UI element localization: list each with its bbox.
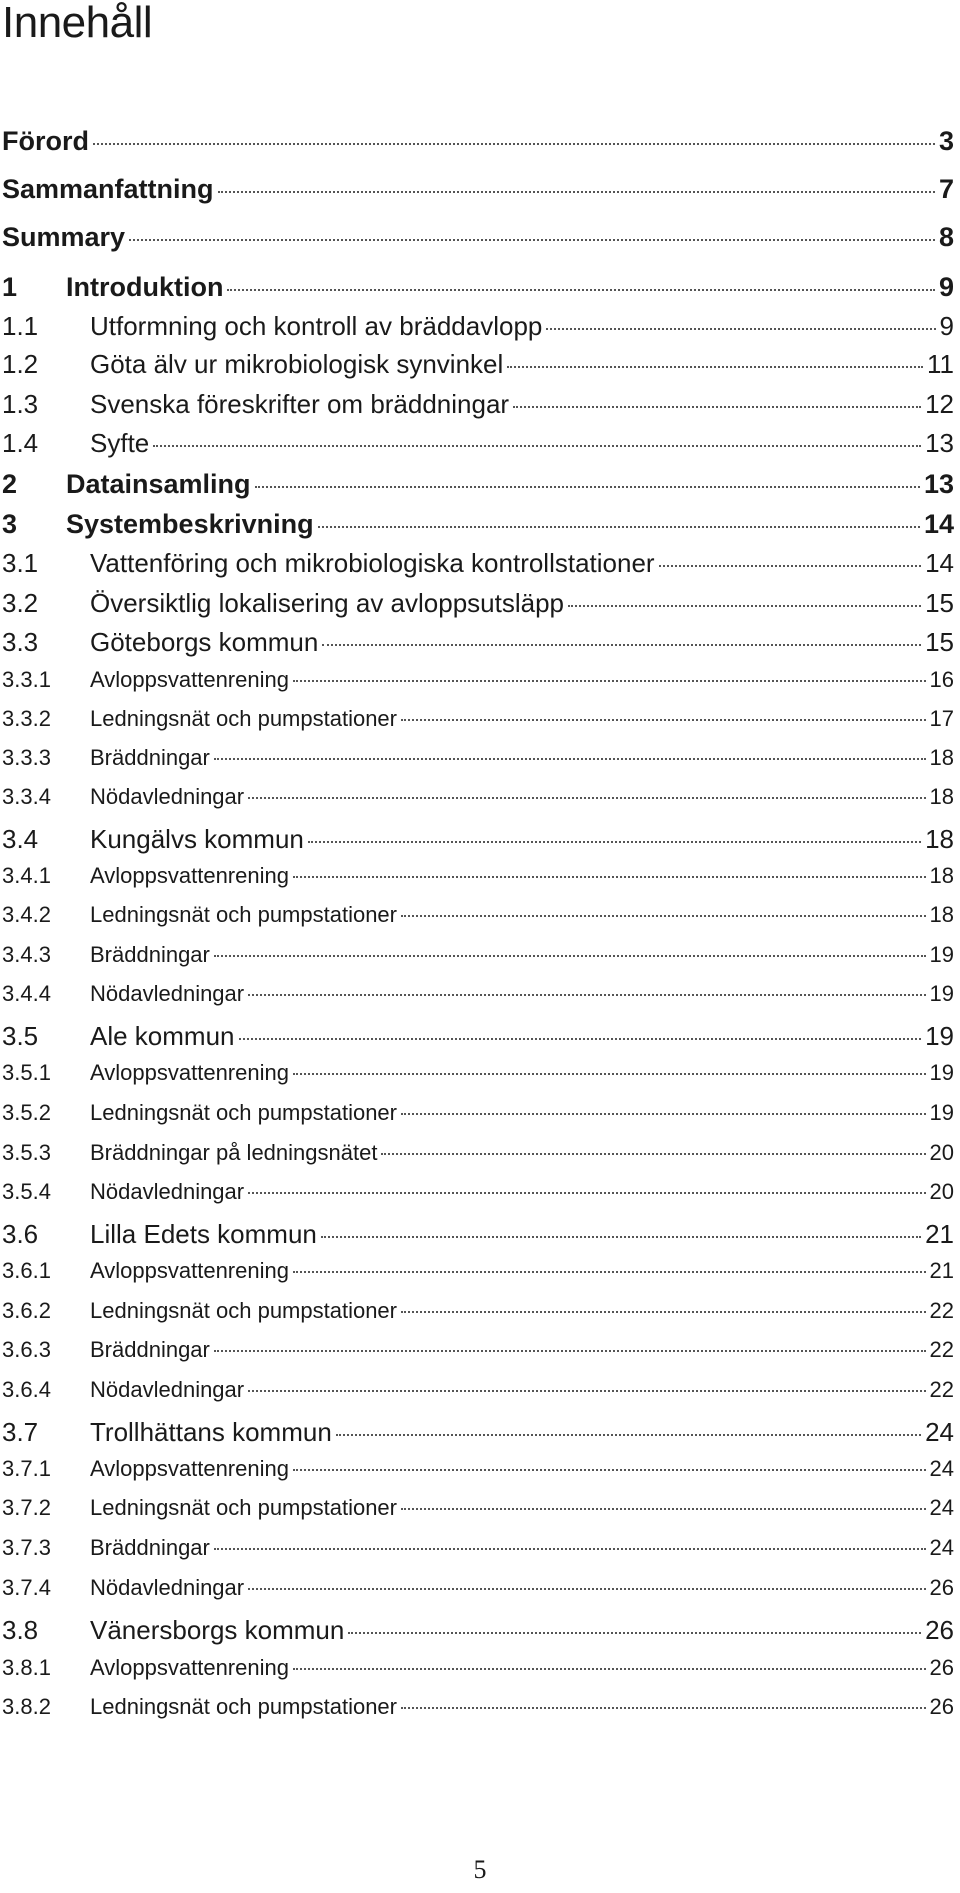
toc-entry-title: Översiktlig lokalisering av avloppsutsläpp	[90, 588, 565, 618]
toc-entry-number: 1.4	[2, 428, 39, 458]
toc-entry-number: 1.3	[2, 389, 39, 419]
dot-leader	[513, 406, 921, 408]
dot-leader	[214, 955, 926, 957]
toc-entry[interactable]	[2, 627, 954, 658]
toc-entry-number: 3.4.4	[2, 981, 51, 1006]
toc-entry-page: 19	[929, 981, 954, 1006]
dot-leader	[401, 1508, 926, 1510]
toc-entry-page: 24	[925, 1417, 954, 1447]
toc-entry-page: 13	[923, 469, 954, 499]
toc-entry-page: 8	[938, 222, 954, 252]
toc-entry[interactable]	[2, 548, 954, 579]
toc-entry-page: 24	[929, 1456, 954, 1481]
dot-leader	[401, 1113, 926, 1115]
toc-entry-page: 13	[925, 428, 954, 458]
toc-entry[interactable]	[2, 706, 954, 732]
toc-entry-title: Sammanfattning	[2, 174, 214, 204]
page-number: 5	[473, 1855, 487, 1884]
toc-entry[interactable]	[2, 1258, 954, 1284]
toc-entry-number: 3.4.2	[2, 902, 51, 927]
toc-entry-number: 1.2	[2, 349, 39, 379]
dot-leader	[293, 680, 926, 682]
toc-entry[interactable]	[2, 1100, 954, 1126]
toc-entry[interactable]	[2, 1298, 954, 1324]
toc-entry-number: 3.8	[2, 1615, 39, 1645]
toc-entry[interactable]	[2, 784, 954, 810]
toc-entry-title: Nödavledningar	[90, 1377, 245, 1402]
toc-entry[interactable]	[2, 1179, 954, 1205]
toc-entry-title: Ledningsnät och pumpstationer	[90, 1298, 397, 1323]
dot-leader	[93, 143, 935, 145]
toc-entry-title: Ledningsnät och pumpstationer	[90, 902, 397, 927]
toc-entry-number: 3.6	[2, 1219, 39, 1249]
toc-entry[interactable]	[2, 349, 954, 380]
toc-entry-title: Syfte	[90, 428, 150, 458]
dot-leader	[293, 1271, 926, 1273]
toc-entry-title: Avloppsvattenrening	[90, 1456, 289, 1481]
toc-entry-title: Förord	[2, 126, 89, 156]
dot-leader	[227, 289, 935, 291]
toc-entry-page: 7	[938, 174, 954, 204]
toc-entry-title: Ledningsnät och pumpstationer	[90, 706, 397, 731]
dot-leader	[248, 797, 925, 799]
toc-entry-page: 20	[929, 1179, 954, 1204]
toc-entry-number: 3.6.3	[2, 1337, 51, 1362]
toc-entry[interactable]	[2, 1417, 954, 1448]
dot-leader	[322, 644, 921, 646]
toc-entry-title: Kungälvs kommun	[90, 824, 304, 854]
toc-entry-number: 3.6.2	[2, 1298, 51, 1323]
dot-leader	[401, 1311, 926, 1313]
dot-leader	[507, 366, 923, 368]
toc-entry[interactable]	[2, 311, 954, 342]
toc-entry-number: 3.5.3	[2, 1140, 51, 1165]
dot-leader	[381, 1153, 925, 1155]
toc-entry-number: 3.3.4	[2, 784, 51, 809]
toc-entry-page: 12	[925, 389, 954, 419]
toc-entry-number: 3	[2, 509, 18, 539]
dot-leader	[255, 486, 920, 488]
toc-entry[interactable]	[2, 745, 954, 771]
toc-entry-page: 18	[929, 863, 954, 888]
dot-leader	[214, 1548, 926, 1550]
toc-entry[interactable]	[2, 1060, 954, 1086]
toc-entry-page: 18	[925, 824, 954, 854]
page-title: Innehåll	[2, 0, 153, 47]
toc-entry-number: 1	[2, 272, 18, 302]
toc-entry[interactable]	[2, 863, 954, 889]
toc-entry-title: Vattenföring och mikrobiologiska kontrollstationer	[90, 548, 655, 578]
toc-entry-title: Utformning och kontroll av bräddavlopp	[90, 311, 543, 341]
toc-entry-page: 9	[939, 311, 954, 341]
toc-entry-page: 20	[929, 1140, 954, 1165]
toc-entry-number: 3.7	[2, 1417, 39, 1447]
toc-entry-page: 26	[929, 1655, 954, 1680]
toc-entry[interactable]	[2, 1021, 954, 1052]
toc-entry[interactable]	[2, 1575, 954, 1601]
toc-entry[interactable]	[2, 824, 954, 855]
toc-entry-page: 24	[929, 1535, 954, 1560]
toc-entry-number: 3.5.1	[2, 1060, 51, 1085]
toc-entry-number: 2	[2, 469, 18, 499]
toc-entry[interactable]	[2, 1655, 954, 1681]
toc-entry[interactable]	[2, 1495, 954, 1521]
toc-entry-page: 17	[929, 706, 954, 731]
toc-entry-number: 3.5	[2, 1021, 39, 1051]
toc-entry-page: 18	[929, 902, 954, 927]
toc-entry-number: 3.5.4	[2, 1179, 51, 1204]
toc-entry-page: 21	[925, 1219, 954, 1249]
toc-entry[interactable]	[2, 428, 954, 459]
toc-entry-page: 22	[929, 1298, 954, 1323]
dot-leader	[239, 1038, 922, 1040]
toc-entry-number: 3.4.3	[2, 942, 51, 967]
toc-entry-number: 3.3.1	[2, 667, 51, 692]
toc-entry-title: Ledningsnät och pumpstationer	[90, 1495, 397, 1520]
dot-leader	[401, 1707, 926, 1709]
toc-entry-page: 16	[929, 667, 954, 692]
toc-entry-number: 3.3.3	[2, 745, 51, 770]
toc-entry-title: Avloppsvattenrening	[90, 1655, 289, 1680]
toc-entry[interactable]	[2, 1615, 954, 1646]
dot-leader	[401, 719, 926, 721]
toc-entry[interactable]	[2, 1337, 954, 1363]
toc-entry-title: Ledningsnät och pumpstationer	[90, 1100, 397, 1125]
toc-entry-page: 22	[929, 1377, 954, 1402]
toc-entry-number: 3.3	[2, 627, 39, 657]
toc-entry-number: 1.1	[2, 311, 39, 341]
toc-entry-page: 9	[938, 272, 954, 302]
dot-leader	[293, 1469, 926, 1471]
toc-entry-page: 24	[929, 1495, 954, 1520]
toc-entry-title: Avloppsvattenrening	[90, 863, 289, 888]
toc-entry-page: 19	[925, 1021, 954, 1051]
toc-entry[interactable]	[2, 389, 954, 420]
dot-leader	[248, 994, 925, 996]
toc-entry[interactable]	[2, 588, 954, 619]
toc-entry-title: Avloppsvattenrening	[90, 1060, 289, 1085]
toc-entry-number: 3.8.2	[2, 1694, 51, 1719]
dot-leader	[321, 1236, 921, 1238]
dot-leader	[293, 876, 926, 878]
toc-entry-number: 3.7.1	[2, 1456, 51, 1481]
toc-entry-page: 19	[929, 942, 954, 967]
toc-entry-title: Summary	[2, 222, 126, 252]
dot-leader	[318, 526, 920, 528]
toc-entry[interactable]	[2, 174, 954, 205]
toc-entry[interactable]	[2, 981, 954, 1007]
toc-entry-number: 3.5.2	[2, 1100, 51, 1125]
toc-entry-title: Bräddningar	[90, 1337, 210, 1362]
toc-entry-page: 26	[925, 1615, 954, 1645]
toc-entry-page: 18	[929, 784, 954, 809]
toc-entry-title: Avloppsvattenrening	[90, 667, 289, 692]
dot-leader	[248, 1588, 925, 1590]
toc-entry-number: 3.7.3	[2, 1535, 51, 1560]
toc-entry-title: Nödavledningar	[90, 1179, 245, 1204]
toc-entry-number: 3.6.1	[2, 1258, 51, 1283]
toc-entry[interactable]	[2, 1140, 954, 1166]
toc-entry-title: Göta älv ur mikrobiologisk synvinkel	[90, 349, 504, 379]
toc-entry-title: Bräddningar	[90, 942, 210, 967]
dot-leader	[214, 1350, 926, 1352]
toc-entry-page: 11	[927, 349, 954, 379]
dot-leader	[308, 841, 921, 843]
dot-leader	[401, 915, 926, 917]
toc-entry-title: Ale kommun	[90, 1021, 235, 1051]
toc-entry-number: 3.2	[2, 588, 39, 618]
toc-entry-number: 3.3.2	[2, 706, 51, 731]
dot-leader	[568, 605, 921, 607]
toc-entry-title: Vänersborgs kommun	[90, 1615, 345, 1645]
toc-entry-title: Lilla Edets kommun	[90, 1219, 317, 1249]
toc-entry-title: Bräddningar	[90, 745, 210, 770]
dot-leader	[546, 328, 935, 330]
toc-entry[interactable]	[2, 126, 954, 157]
dot-leader	[293, 1073, 926, 1075]
toc-entry-number: 3.1	[2, 548, 39, 578]
toc-entry-title: Datainsamling	[66, 469, 251, 499]
toc-entry-page: 3	[938, 126, 954, 156]
toc-entry-title: Nödavledningar	[90, 784, 245, 809]
toc-entry-number: 3.6.4	[2, 1377, 51, 1402]
dot-leader	[129, 239, 935, 241]
toc-entry[interactable]	[2, 509, 954, 540]
dot-leader	[214, 758, 926, 760]
toc-entry-title: Trollhättans kommun	[90, 1417, 332, 1447]
toc-entry[interactable]	[2, 942, 954, 968]
toc-entry-title: Ledningsnät och pumpstationer	[90, 1694, 397, 1719]
toc-entry-page: 22	[929, 1337, 954, 1362]
toc-entry[interactable]	[2, 902, 954, 928]
dot-leader	[659, 565, 921, 567]
toc-entry[interactable]	[2, 1535, 954, 1561]
toc-entry-title: Bräddningar på ledningsnätet	[90, 1140, 378, 1165]
toc-entry-page: 21	[929, 1258, 954, 1283]
toc-entry[interactable]	[2, 667, 954, 693]
dot-leader	[248, 1192, 925, 1194]
toc-entry-number: 3.4	[2, 824, 39, 854]
toc-entry-page: 26	[929, 1694, 954, 1719]
toc-entry[interactable]	[2, 222, 954, 253]
toc-entry-page: 14	[925, 548, 954, 578]
toc-entry-page: 26	[929, 1575, 954, 1600]
dot-leader	[336, 1434, 921, 1436]
toc-entry-title: Bräddningar	[90, 1535, 210, 1560]
toc-entry-number: 3.7.2	[2, 1495, 51, 1520]
toc-entry-page: 15	[925, 588, 954, 618]
dot-leader	[153, 445, 921, 447]
toc-entry-page: 15	[925, 627, 954, 657]
toc-entry-number: 3.7.4	[2, 1575, 51, 1600]
toc-entry-number: 3.4.1	[2, 863, 51, 888]
toc-entry[interactable]	[2, 1377, 954, 1403]
toc-entry-page: 14	[923, 509, 954, 539]
toc-entry-title: Introduktion	[66, 272, 224, 302]
dot-leader	[248, 1390, 925, 1392]
dot-leader	[348, 1632, 921, 1634]
toc-entry-title: Systembeskrivning	[66, 509, 314, 539]
toc-entry-title: Nödavledningar	[90, 1575, 245, 1600]
toc-entry-page: 18	[929, 745, 954, 770]
toc-entry-number: 3.8.1	[2, 1655, 51, 1680]
toc-entry[interactable]	[2, 1219, 954, 1250]
toc-entry[interactable]	[2, 1694, 954, 1720]
toc-entry-page: 19	[929, 1060, 954, 1085]
toc-entry-title: Göteborgs kommun	[90, 627, 319, 657]
dot-leader	[218, 191, 935, 193]
toc-entry[interactable]	[2, 1456, 954, 1482]
toc-entry-title: Svenska föreskrifter om bräddningar	[90, 389, 510, 419]
dot-leader	[293, 1668, 926, 1670]
toc-entry-page: 19	[929, 1100, 954, 1125]
toc-entry-title: Avloppsvattenrening	[90, 1258, 289, 1283]
toc-entry[interactable]	[2, 272, 954, 303]
toc-entry-title: Nödavledningar	[90, 981, 245, 1006]
toc-entry[interactable]	[2, 469, 954, 500]
